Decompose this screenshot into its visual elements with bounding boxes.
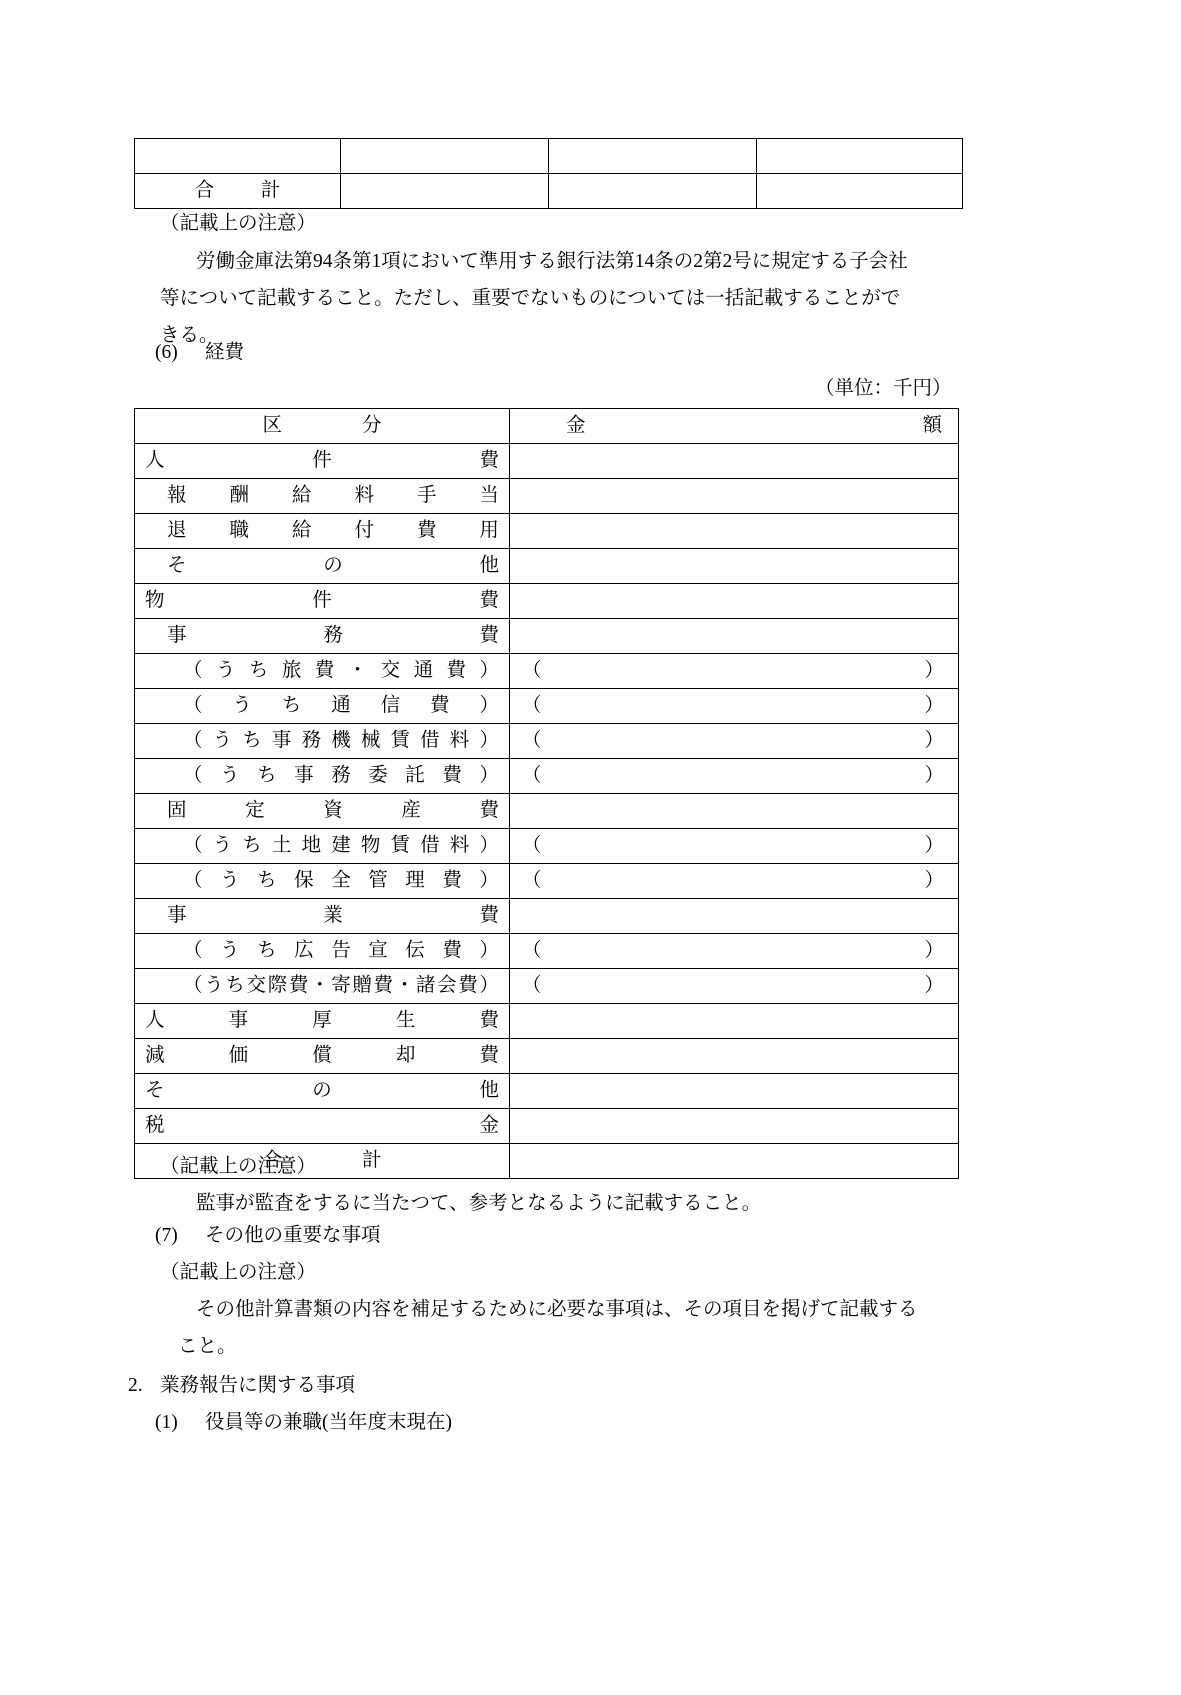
- table-cell: [549, 174, 757, 209]
- paren-open: （: [522, 695, 542, 717]
- label-char: 事: [294, 765, 314, 787]
- expense-row-amount-cell[interactable]: [510, 794, 959, 829]
- label-char: 諸: [415, 975, 436, 997]
- label-char: 宣: [368, 940, 388, 962]
- label-char: 生: [395, 1010, 416, 1032]
- note2-line: 監事が監査をするに当たつて、参考となるように記載すること。: [196, 1193, 762, 1214]
- label-char: 交: [246, 975, 267, 997]
- label-char: う: [232, 695, 252, 717]
- expense-row: [135, 1074, 959, 1109]
- label-char: ち: [281, 695, 302, 717]
- expense-row-label-cell: [135, 1039, 510, 1074]
- column-header-kingaku-wrap: [510, 415, 958, 436]
- label-char: （: [183, 660, 203, 682]
- label-char: 却: [395, 1045, 416, 1067]
- column-header-kingaku-left: 金: [566, 415, 586, 437]
- label-char: 費: [479, 450, 499, 472]
- expense-row-label: [135, 584, 509, 618]
- label-char: 機: [331, 730, 351, 752]
- label-char: 償: [312, 1045, 332, 1067]
- expense-row-label-cell: [135, 514, 510, 549]
- table-row: [135, 139, 963, 174]
- label-char: （: [183, 695, 203, 717]
- label-char: 務: [323, 625, 343, 647]
- label-char: 費: [314, 660, 335, 682]
- table-cell: [757, 139, 963, 174]
- label-char: 地: [301, 835, 322, 857]
- label-char: 減: [145, 1045, 165, 1067]
- amount-paren-wrap: [510, 654, 958, 688]
- expense-row: [135, 1039, 959, 1074]
- label-char: （: [183, 975, 203, 997]
- label-char: 退: [167, 520, 187, 542]
- expense-row-amount-cell[interactable]: [510, 549, 959, 584]
- label-char: 料: [354, 485, 374, 507]
- label-char: 費: [442, 940, 462, 962]
- label-char: の: [312, 1080, 332, 1102]
- paren-close: ）: [924, 835, 944, 857]
- label-char: （: [183, 835, 203, 857]
- expense-row: [135, 759, 959, 794]
- label-char: 通: [413, 660, 434, 682]
- label-char: 旅: [281, 660, 302, 682]
- expense-row-amount-cell[interactable]: [510, 1004, 959, 1039]
- label-char: ）: [479, 765, 499, 787]
- expense-row-label: [135, 444, 509, 478]
- unit-label: （単位：千円）: [815, 378, 952, 399]
- label-char: 管: [368, 870, 388, 892]
- label-char: 酬: [229, 485, 249, 507]
- section2-item1-title: 役員等の兼職(当年度末現在): [205, 1412, 452, 1433]
- section7-note-line-2: こと。: [178, 1336, 237, 1357]
- label-char: 報: [167, 485, 187, 507]
- table-cell-total-label: 合 計: [135, 174, 341, 209]
- label-char: 委: [368, 765, 388, 787]
- label-char: ち: [242, 835, 262, 857]
- expense-row: [135, 934, 959, 969]
- expense-row-amount-cell[interactable]: [510, 514, 959, 549]
- expense-row: [135, 794, 959, 829]
- expense-row: [135, 549, 959, 584]
- label-char: 務: [301, 730, 322, 752]
- label-char: う: [212, 835, 233, 857]
- label-char: 付: [354, 520, 374, 542]
- label-char: 費: [479, 625, 499, 647]
- section2-number: 2.: [128, 1375, 143, 1396]
- paren-open: （: [522, 975, 542, 997]
- label-char: そ: [167, 555, 187, 577]
- expense-row-amount-cell[interactable]: [510, 759, 959, 794]
- expense-row-amount-cell[interactable]: [510, 654, 959, 689]
- paren-close: ）: [924, 975, 944, 997]
- amount-paren-wrap: [510, 759, 958, 793]
- expense-row-label: [135, 619, 509, 653]
- note1-line-3: きる。: [160, 325, 219, 346]
- note1-heading: （記載上の注意）: [160, 213, 317, 234]
- label-char: ち: [257, 765, 277, 787]
- paren-close: ）: [924, 660, 944, 682]
- label-char: 贈: [352, 975, 372, 997]
- section6-number: (6): [155, 342, 178, 363]
- expense-row-label-cell: [135, 689, 510, 724]
- label-char: 他: [479, 1080, 499, 1102]
- label-char: ち: [248, 660, 269, 682]
- expense-row: [135, 1004, 959, 1039]
- column-header-kingaku: [510, 409, 959, 444]
- expense-row: [135, 829, 959, 864]
- label-char: 人: [145, 450, 165, 472]
- table-cell-label: [135, 139, 341, 174]
- label-char: う: [220, 940, 240, 962]
- label-char: う: [215, 660, 236, 682]
- label-char: 広: [294, 940, 314, 962]
- label-char: 職: [229, 520, 249, 542]
- expense-row-amount-cell[interactable]: [510, 444, 959, 479]
- label-char: ）: [479, 975, 499, 997]
- label-char: ・: [310, 975, 330, 997]
- label-char: 際: [267, 975, 288, 997]
- expense-row-amount-cell[interactable]: [510, 724, 959, 759]
- expense-row: [135, 654, 959, 689]
- expense-row-label: [135, 759, 509, 793]
- expense-row-label-cell: [135, 1074, 510, 1109]
- expense-row: [135, 584, 959, 619]
- label-char: 建: [331, 835, 351, 857]
- table-row-total: [135, 174, 963, 209]
- label-char: 伝: [405, 940, 425, 962]
- paren-close: ）: [924, 940, 944, 962]
- section7-note-line-1: その他計算書類の内容を補足するために必要な事項は、その項目を掲げて記載する: [196, 1299, 918, 1320]
- label-char: ）: [479, 940, 499, 962]
- expense-row-amount-cell[interactable]: [510, 479, 959, 514]
- section7-note-heading: （記載上の注意）: [160, 1262, 317, 1283]
- label-char: 人: [145, 1010, 165, 1032]
- expense-row-label: 合 計: [262, 1150, 412, 1172]
- amount-paren-wrap: [510, 829, 958, 863]
- label-char: 物: [145, 590, 165, 612]
- expense-row-label-cell: [135, 444, 510, 479]
- label-char: 定: [245, 800, 265, 822]
- expense-row-label: [135, 1074, 509, 1108]
- label-char: 費: [442, 765, 462, 787]
- label-char: 費: [458, 975, 478, 997]
- label-char: う: [204, 975, 224, 997]
- label-char: ・: [347, 660, 368, 682]
- label-char: 借: [420, 835, 440, 857]
- label-char: の: [323, 555, 343, 577]
- label-char: 給: [291, 520, 312, 542]
- note2-heading: （記載上の注意）: [160, 1156, 317, 1177]
- expense-row-label: [135, 654, 509, 688]
- expense-row-label: [135, 689, 509, 723]
- expense-table-header-row: [135, 409, 959, 444]
- label-char: 費: [373, 975, 394, 997]
- expense-row: [135, 899, 959, 934]
- expense-row-label: [135, 794, 509, 828]
- label-char: 費: [479, 590, 499, 612]
- label-char: ）: [479, 870, 499, 892]
- expense-row-label: [135, 514, 509, 548]
- expense-row-label: [135, 969, 509, 1003]
- expense-row: [135, 724, 959, 759]
- expense-row-label-cell: [135, 829, 510, 864]
- expense-row-amount-cell[interactable]: [510, 829, 959, 864]
- label-char: う: [220, 765, 240, 787]
- label-char: 託: [405, 765, 425, 787]
- label-char: 寄: [331, 975, 351, 997]
- label-char: 全: [331, 870, 351, 892]
- expense-row-amount-cell[interactable]: [510, 619, 959, 654]
- label-char: そ: [145, 1080, 165, 1102]
- label-char: 借: [420, 730, 440, 752]
- label-char: 物: [360, 835, 381, 857]
- label-char: ち: [257, 940, 277, 962]
- label-char: ち: [257, 870, 277, 892]
- paren-open: （: [522, 660, 542, 682]
- label-char: 費: [288, 975, 309, 997]
- label-char: （: [183, 940, 203, 962]
- label-char: 費: [446, 660, 467, 682]
- expense-row-label: [135, 549, 509, 583]
- paren-open: （: [522, 870, 542, 892]
- expense-row: [135, 864, 959, 899]
- label-char: 産: [401, 800, 421, 822]
- label-char: ）: [479, 695, 499, 717]
- expense-row-label-cell: [135, 969, 510, 1004]
- column-header-kubun: [135, 409, 510, 444]
- amount-paren-wrap: [510, 864, 958, 898]
- label-char: ち: [242, 730, 262, 752]
- expense-row: [135, 1109, 959, 1144]
- label-char: 業: [323, 905, 343, 927]
- label-char: 務: [331, 765, 351, 787]
- expense-row-amount-cell[interactable]: [510, 969, 959, 1004]
- section6-title: 経費: [205, 342, 245, 363]
- expense-row-label: [135, 829, 509, 863]
- label-char: 理: [405, 870, 425, 892]
- label-char: （: [183, 730, 203, 752]
- label-char: 賃: [390, 835, 410, 857]
- label-char: 費: [479, 1010, 499, 1032]
- expense-row-label: [135, 724, 509, 758]
- label-char: 費: [416, 520, 437, 542]
- expense-row-label-cell: [135, 724, 510, 759]
- paren-open: （: [522, 835, 542, 857]
- expense-row-label-cell: [135, 619, 510, 654]
- label-char: （: [183, 765, 203, 787]
- table-cell: [757, 174, 963, 209]
- section7-title: その他の重要な事項: [205, 1225, 381, 1246]
- label-char: う: [212, 730, 233, 752]
- table-cell: [341, 139, 549, 174]
- expense-row: [135, 619, 959, 654]
- section2-title: 業務報告に関する事項: [160, 1375, 356, 1396]
- label-char: 費: [430, 695, 450, 717]
- label-char: 事: [271, 730, 292, 752]
- label-char: う: [220, 870, 240, 892]
- label-char: 費: [442, 870, 462, 892]
- expense-row-label: [135, 899, 509, 933]
- label-char: 価: [228, 1045, 249, 1067]
- expense-row-label: [135, 934, 509, 968]
- expense-row-label-cell: [135, 584, 510, 619]
- expense-row-amount-cell[interactable]: [510, 1144, 959, 1179]
- label-char: 事: [167, 625, 187, 647]
- expense-row-label-cell: [135, 864, 510, 899]
- expense-row: [135, 479, 959, 514]
- section7-number: (7): [155, 1225, 178, 1246]
- expense-row-label-cell: [135, 794, 510, 829]
- expense-row-label-cell: [135, 654, 510, 689]
- expense-row-amount-cell[interactable]: [510, 1039, 959, 1074]
- label-char: 保: [294, 870, 314, 892]
- label-char: 手: [416, 485, 437, 507]
- label-char: 税: [145, 1115, 165, 1137]
- paren-close: ）: [924, 695, 944, 717]
- paren-close: ）: [924, 730, 944, 752]
- label-char: 会: [437, 975, 457, 997]
- label-char: 信: [380, 695, 401, 717]
- label-char: 件: [312, 450, 332, 472]
- label-char: 他: [479, 555, 499, 577]
- label-char: 賃: [390, 730, 410, 752]
- amount-paren-wrap: [510, 689, 958, 723]
- label-char: 費: [479, 800, 499, 822]
- label-char: ）: [479, 660, 499, 682]
- label-char: 給: [291, 485, 312, 507]
- label-char: ）: [479, 730, 499, 752]
- expense-row-label: [135, 1039, 509, 1073]
- expense-row-label-cell: [135, 549, 510, 584]
- label-char: 厚: [312, 1010, 332, 1032]
- note1-line-1: 労働金庫法第94条第1項において準用する銀行法第14条の2第2号に規定する子会社: [196, 251, 908, 272]
- expense-row-amount-cell[interactable]: [510, 584, 959, 619]
- expense-row-label-cell: [135, 479, 510, 514]
- label-char: 当: [479, 485, 499, 507]
- expense-row-amount-cell[interactable]: [510, 864, 959, 899]
- table-cell: [549, 139, 757, 174]
- table-cell: [341, 174, 549, 209]
- label-char: ）: [479, 835, 499, 857]
- amount-paren-wrap: [510, 969, 958, 1003]
- expense-row-label: [135, 864, 509, 898]
- paren-open: （: [522, 940, 542, 962]
- label-char: 交: [380, 660, 401, 682]
- label-char: 料: [449, 730, 470, 752]
- expense-row: [135, 969, 959, 1004]
- paren-open: （: [522, 765, 542, 787]
- amount-paren-wrap: [510, 724, 958, 758]
- label-char: 件: [312, 590, 332, 612]
- column-header-kubun-label: 区 分: [262, 415, 412, 437]
- expense-row-amount-cell[interactable]: [510, 934, 959, 969]
- label-char: 資: [323, 800, 343, 822]
- paren-close: ）: [924, 765, 944, 787]
- expense-row-label: [135, 1109, 509, 1143]
- expense-row-label-cell: [135, 1004, 510, 1039]
- expense-row-amount-cell[interactable]: [510, 1074, 959, 1109]
- expense-row-amount-cell[interactable]: [510, 1109, 959, 1144]
- label-char: 用: [479, 520, 499, 542]
- label-char: 費: [479, 905, 499, 927]
- expense-row-label-cell: [135, 1109, 510, 1144]
- paren-open: （: [522, 730, 542, 752]
- expense-row: [135, 444, 959, 479]
- label-char: 土: [271, 835, 292, 857]
- label-char: 固: [167, 800, 187, 822]
- expense-row: [135, 514, 959, 549]
- expense-row: [135, 689, 959, 724]
- note1-line-2: 等について記載すること。ただし、重要でないものについては一括記載することがで: [160, 288, 901, 309]
- label-char: （: [183, 870, 203, 892]
- column-header-kingaku-right: 額: [922, 415, 942, 437]
- expense-row-label-cell: [135, 899, 510, 934]
- label-char: 告: [331, 940, 351, 962]
- paren-close: ）: [924, 870, 944, 892]
- label-char: 費: [479, 1045, 499, 1067]
- label-char: 械: [360, 730, 381, 752]
- expense-row-label: [135, 1004, 509, 1038]
- expense-table: [134, 408, 959, 1179]
- label-char: 金: [479, 1115, 499, 1137]
- label-char: 通: [331, 695, 351, 717]
- expense-row-amount-cell[interactable]: [510, 689, 959, 724]
- expense-row-label-cell: [135, 934, 510, 969]
- amount-paren-wrap: [510, 934, 958, 968]
- label-char: 料: [449, 835, 470, 857]
- subsidiary-summary-table: [134, 138, 963, 209]
- label-char: 事: [228, 1010, 249, 1032]
- expense-row-label-cell: [135, 759, 510, 794]
- expense-row-label: [135, 479, 509, 513]
- label-char: ち: [225, 975, 245, 997]
- expense-row-amount-cell[interactable]: [510, 899, 959, 934]
- section2-item1-number: (1): [155, 1412, 178, 1433]
- label-char: ・: [394, 975, 415, 997]
- label-char: 事: [167, 905, 187, 927]
